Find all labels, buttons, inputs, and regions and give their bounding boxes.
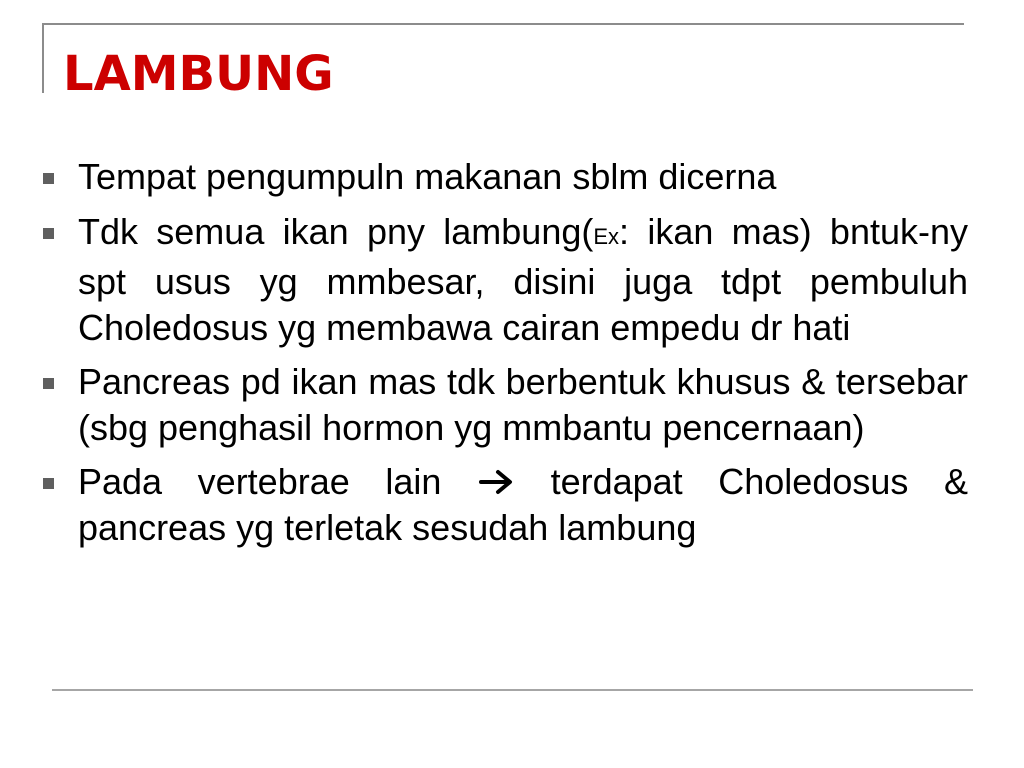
bullet-text-start: Pada vertebrae lain: [78, 461, 477, 502]
bullet-item-stomach-function: [40, 154, 968, 200]
square-bullet-icon: [43, 478, 54, 489]
bullet-text-start: Tdk semua ikan pny lambung(: [78, 210, 594, 252]
bullet-list: [40, 154, 968, 559]
bullet-item-pancreas: [40, 359, 968, 450]
title-frame-top-line: [42, 23, 964, 25]
square-bullet-icon: [43, 228, 54, 239]
square-bullet-icon: [43, 173, 54, 184]
bullet-text-end: : ikan mas) bntuk-ny spt usus yg mmbesar, disini juga tdpt pembuluh Choledosus yg membawa cairan empedu dr hati: [78, 210, 969, 348]
bullet-text: Pancreas pd ikan mas tdk berbentuk khusus & tersebar (sbg penghasil hormon yg mmbantu pencernaan): [78, 361, 968, 448]
bullet-item-other-vertebrates: [40, 459, 968, 550]
title-frame-left-line: [42, 23, 44, 93]
right-arrow-icon: [477, 467, 515, 497]
bullet-item-no-stomach: [40, 209, 968, 351]
square-bullet-icon: [43, 378, 54, 389]
slide-title: LAMBUNG: [63, 46, 334, 102]
bullet-text: Tempat pengumpuln makanan sblm dicerna: [78, 156, 777, 197]
example-abbreviation: Ex: [593, 223, 620, 249]
footer-rule: [52, 689, 973, 691]
bullet-text-end: terdapat Choledosus & pancreas yg terletak sesudah lambung: [78, 461, 968, 548]
